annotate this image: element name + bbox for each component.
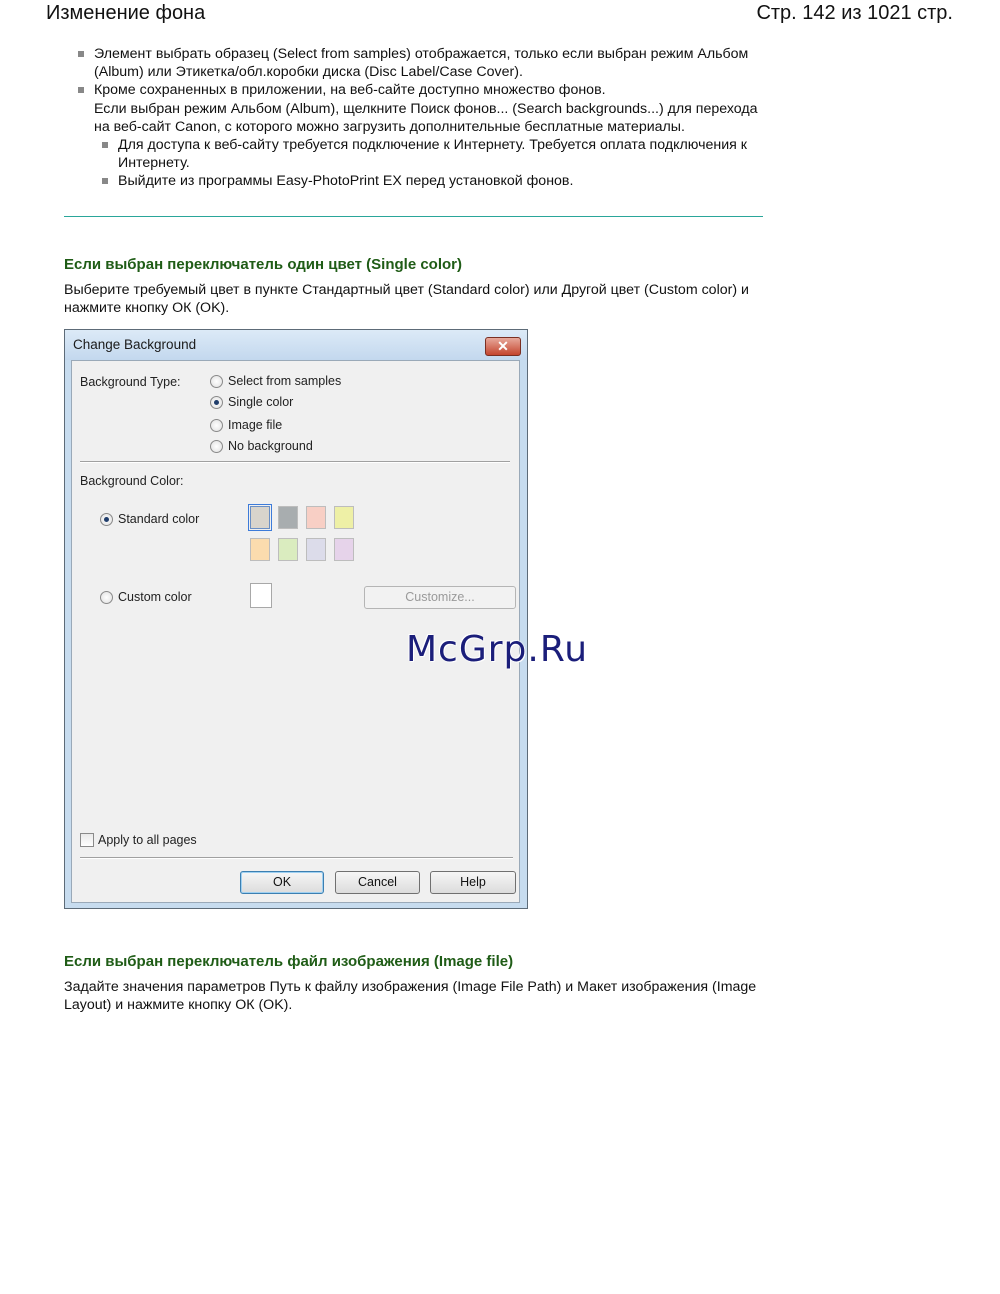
note-item [64, 81, 764, 136]
page-number: Стр. 142 из 1021 стр. [756, 2, 953, 24]
color-swatch[interactable] [334, 538, 354, 561]
color-swatch[interactable] [278, 538, 298, 561]
subnote-item [64, 172, 764, 190]
bullet-icon [78, 51, 84, 57]
section-heading-single-color: Если выбран переключатель один цвет (Single color) [64, 256, 462, 273]
radio-selected-icon[interactable] [210, 396, 223, 409]
color-swatch[interactable] [278, 506, 298, 529]
background-type-label: Background Type: [80, 375, 181, 389]
radio-label: No background [228, 439, 313, 453]
divider [64, 216, 763, 217]
section-text-image-file: Задайте значения параметров Путь к файлу изображения (Image File Path) и Макет изображения (Image Layout) и нажмите кнопку ОК (OK). [64, 979, 757, 1014]
dialog-titlebar[interactable] [65, 330, 527, 360]
section-text-single-color: Выберите требуемый цвет в пункте Стандартный цвет (Standard color) или Другой цвет (Custom color) и нажмите кнопку ОК (OK). [64, 282, 749, 317]
radio-label: Custom color [118, 590, 192, 604]
radio-icon[interactable] [210, 440, 223, 453]
separator [80, 461, 510, 463]
close-icon: ✕ [497, 338, 509, 354]
custom-color-preview[interactable] [250, 583, 272, 608]
bullet-icon [78, 87, 84, 93]
subnote-text: Для доступа к веб-сайту требуется подключение к Интернету. Требуется оплата подключения к Интернету. [118, 137, 747, 172]
checkbox-icon[interactable] [80, 833, 94, 847]
help-button[interactable]: Help [430, 871, 516, 894]
separator [80, 857, 513, 859]
note-text: Элемент выбрать образец (Select from samples) отображается, только если выбран режим Альбом (Album) или Этикетка/обл.коробки диска (Disc Label/Case Cover). [94, 46, 749, 81]
notes-list [64, 45, 764, 191]
apply-all-label: Apply to all pages [98, 833, 197, 847]
watermark: McGrp.Ru [406, 629, 589, 670]
radio-label: Single color [228, 395, 294, 409]
radio-label: Image file [228, 418, 283, 432]
customize-button[interactable]: Customize... [364, 586, 516, 609]
color-swatch[interactable] [250, 538, 270, 561]
ok-button[interactable]: OK [240, 871, 324, 894]
subnote-item [64, 136, 764, 172]
background-color-label: Background Color: [80, 474, 184, 488]
color-swatch[interactable] [334, 506, 354, 529]
change-background-dialog [64, 329, 528, 909]
radio-label: Select from samples [228, 374, 342, 388]
radio-selected-icon[interactable] [100, 513, 113, 526]
radio-icon[interactable] [210, 375, 223, 388]
color-swatch[interactable] [250, 506, 270, 529]
page-title: Изменение фона [46, 2, 206, 24]
bullet-icon [102, 142, 108, 148]
color-swatch[interactable] [306, 538, 326, 561]
note-item [64, 45, 764, 81]
radio-label: Standard color [118, 512, 200, 526]
radio-icon[interactable] [210, 419, 223, 432]
note-text: Если выбран режим Альбом (Album), щелкните Поиск фонов... (Search backgrounds...) для перехода на веб-сайт Canon, с которого можно загрузить дополнительные бесплатные материалы. [94, 100, 758, 135]
color-swatch[interactable] [306, 506, 326, 529]
section-heading-image-file: Если выбран переключатель файл изображения (Image file) [64, 953, 514, 970]
cancel-button[interactable]: Cancel [335, 871, 420, 894]
close-button[interactable] [485, 337, 521, 356]
page-header [0, 0, 1000, 30]
note-text: Кроме сохраненных в приложении, на веб-сайте доступно множество фонов. [94, 82, 606, 99]
radio-icon[interactable] [100, 591, 113, 604]
apply-all-row[interactable] [80, 833, 280, 849]
subnote-text: Выйдите из программы Easy-PhotoPrint EX перед установкой фонов. [118, 173, 574, 190]
bullet-icon [102, 178, 108, 184]
dialog-title: Change Background [73, 337, 197, 352]
